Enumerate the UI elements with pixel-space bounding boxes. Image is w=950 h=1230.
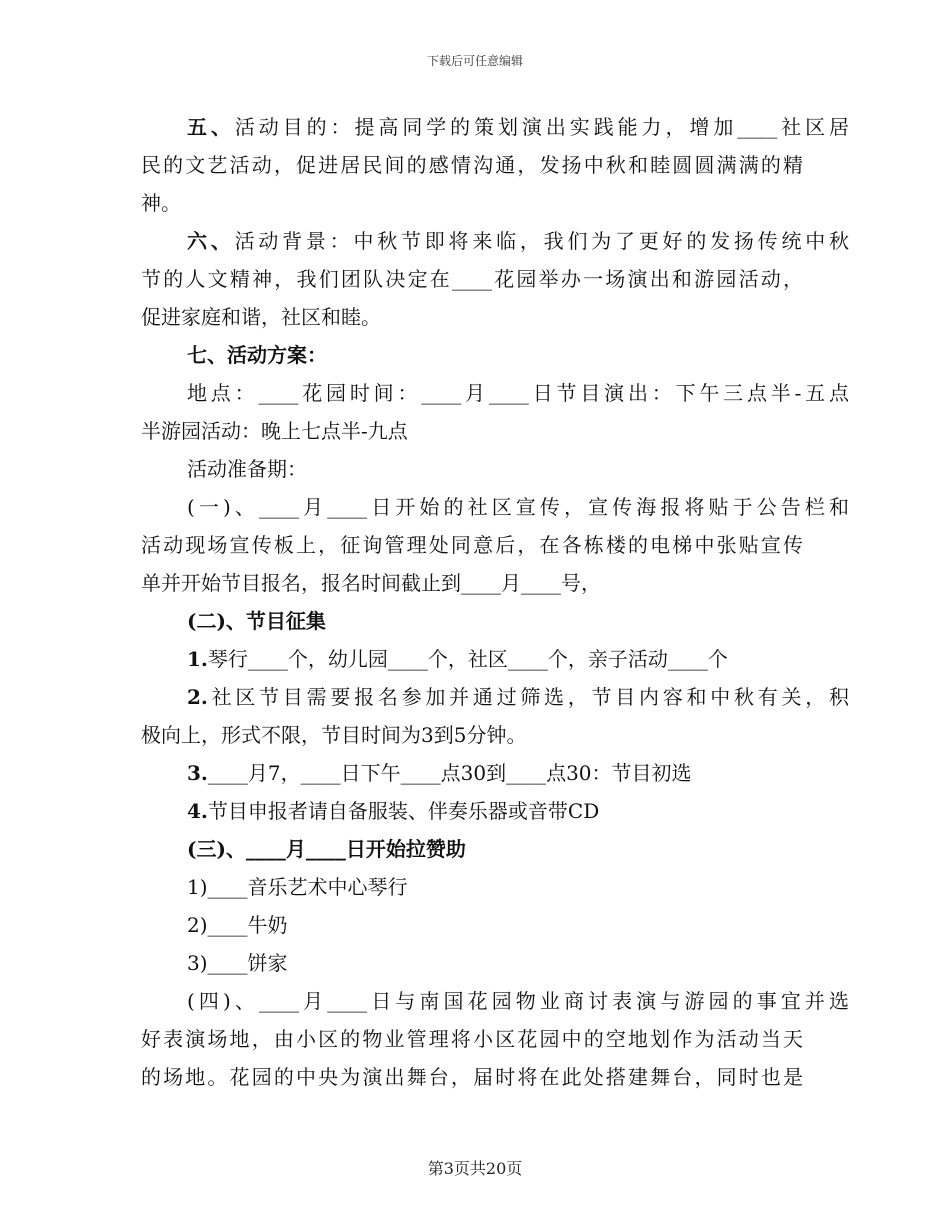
line-text: 节目申报者请自备服装、伴奏乐器或音带CD xyxy=(207,799,600,823)
page-header: 下载后可任意编辑 xyxy=(426,54,523,68)
section-number: 五、 xyxy=(187,115,235,139)
paragraph-line: 好表演场地，由小区的物业管理将小区花园中的空地划作为活动当天 xyxy=(141,1027,803,1051)
list-number: 4. xyxy=(187,799,208,823)
section-heading: 七、活动方案： xyxy=(187,343,327,367)
list-item xyxy=(141,792,821,830)
list-item: 2)____牛奶 xyxy=(187,913,288,937)
line-text: 社区节目需要报名参加并通过筛选，节目内容和中秋有关，积 xyxy=(207,685,849,709)
list-item: 1)____音乐艺术中心琴行 xyxy=(187,875,408,899)
paragraph-line: 地点：____花园时间：____月____日节目演出：下午三点半-五点 xyxy=(187,381,849,405)
list-item xyxy=(141,678,849,716)
list-item: 3)____饼家 xyxy=(187,951,288,975)
document-body xyxy=(141,108,850,1096)
list-number: 1. xyxy=(187,647,208,671)
paragraph-line xyxy=(141,222,849,260)
subsection-heading: (二)、节目征集 xyxy=(187,609,326,633)
paragraph-line: 促进家庭和谐，社区和睦。 xyxy=(141,305,381,329)
line-text: 活动目的：提高同学的策划演出实践能力，增加____社区居 xyxy=(234,115,850,139)
line-text: 琴行____个，幼儿园____个，社区____个，亲子活动____个 xyxy=(207,647,728,671)
list-item xyxy=(141,754,821,792)
page-footer: 第3页共20页 xyxy=(427,1159,523,1178)
subsection-heading: (三)、____月____日开始拉赞助 xyxy=(187,837,466,861)
paragraph-line: 活动准备期： xyxy=(187,457,307,481)
paragraph-line: 单并开始节目报名，报名时间截止到____月____号， xyxy=(141,571,601,595)
paragraph-line: 民的文艺活动，促进居民间的感情沟通，发扬中秋和睦圆圆满满的精 xyxy=(141,153,803,177)
line-text: 活动背景：中秋节即将来临，我们为了更好的发扬传统中秋 xyxy=(234,229,850,253)
paragraph-line: (四)、____月____日与南国花园物业商讨表演与游园的事宜并选 xyxy=(187,989,849,1013)
paragraph-line: 极向上，形式不限，节目时间为3到5分钟。 xyxy=(141,723,527,747)
paragraph-line: 节的人文精神，我们团队决定在____花园举办一场演出和游园活动， xyxy=(141,267,803,291)
line-text: ____月7，____日下午____点30到____点30：节目初选 xyxy=(207,761,692,785)
list-item xyxy=(141,640,821,678)
list-number: 3. xyxy=(187,761,208,785)
list-number: 2. xyxy=(187,685,208,709)
paragraph-line xyxy=(141,108,849,146)
paragraph-line: (一)、____月____日开始的社区宣传，宣传海报将贴于公告栏和 xyxy=(187,495,849,519)
paragraph-line: 活动现场宣传板上，征询管理处同意后，在各栋楼的电梯中张贴宣传 xyxy=(141,533,803,557)
section-number: 六、 xyxy=(187,229,235,253)
paragraph-line: 的场地。花园的中央为演出舞台，届时将在此处搭建舞台，同时也是 xyxy=(141,1065,803,1089)
paragraph-line: 半游园活动：晚上七点半-九点 xyxy=(141,419,408,443)
paragraph-line: 神。 xyxy=(141,191,181,215)
